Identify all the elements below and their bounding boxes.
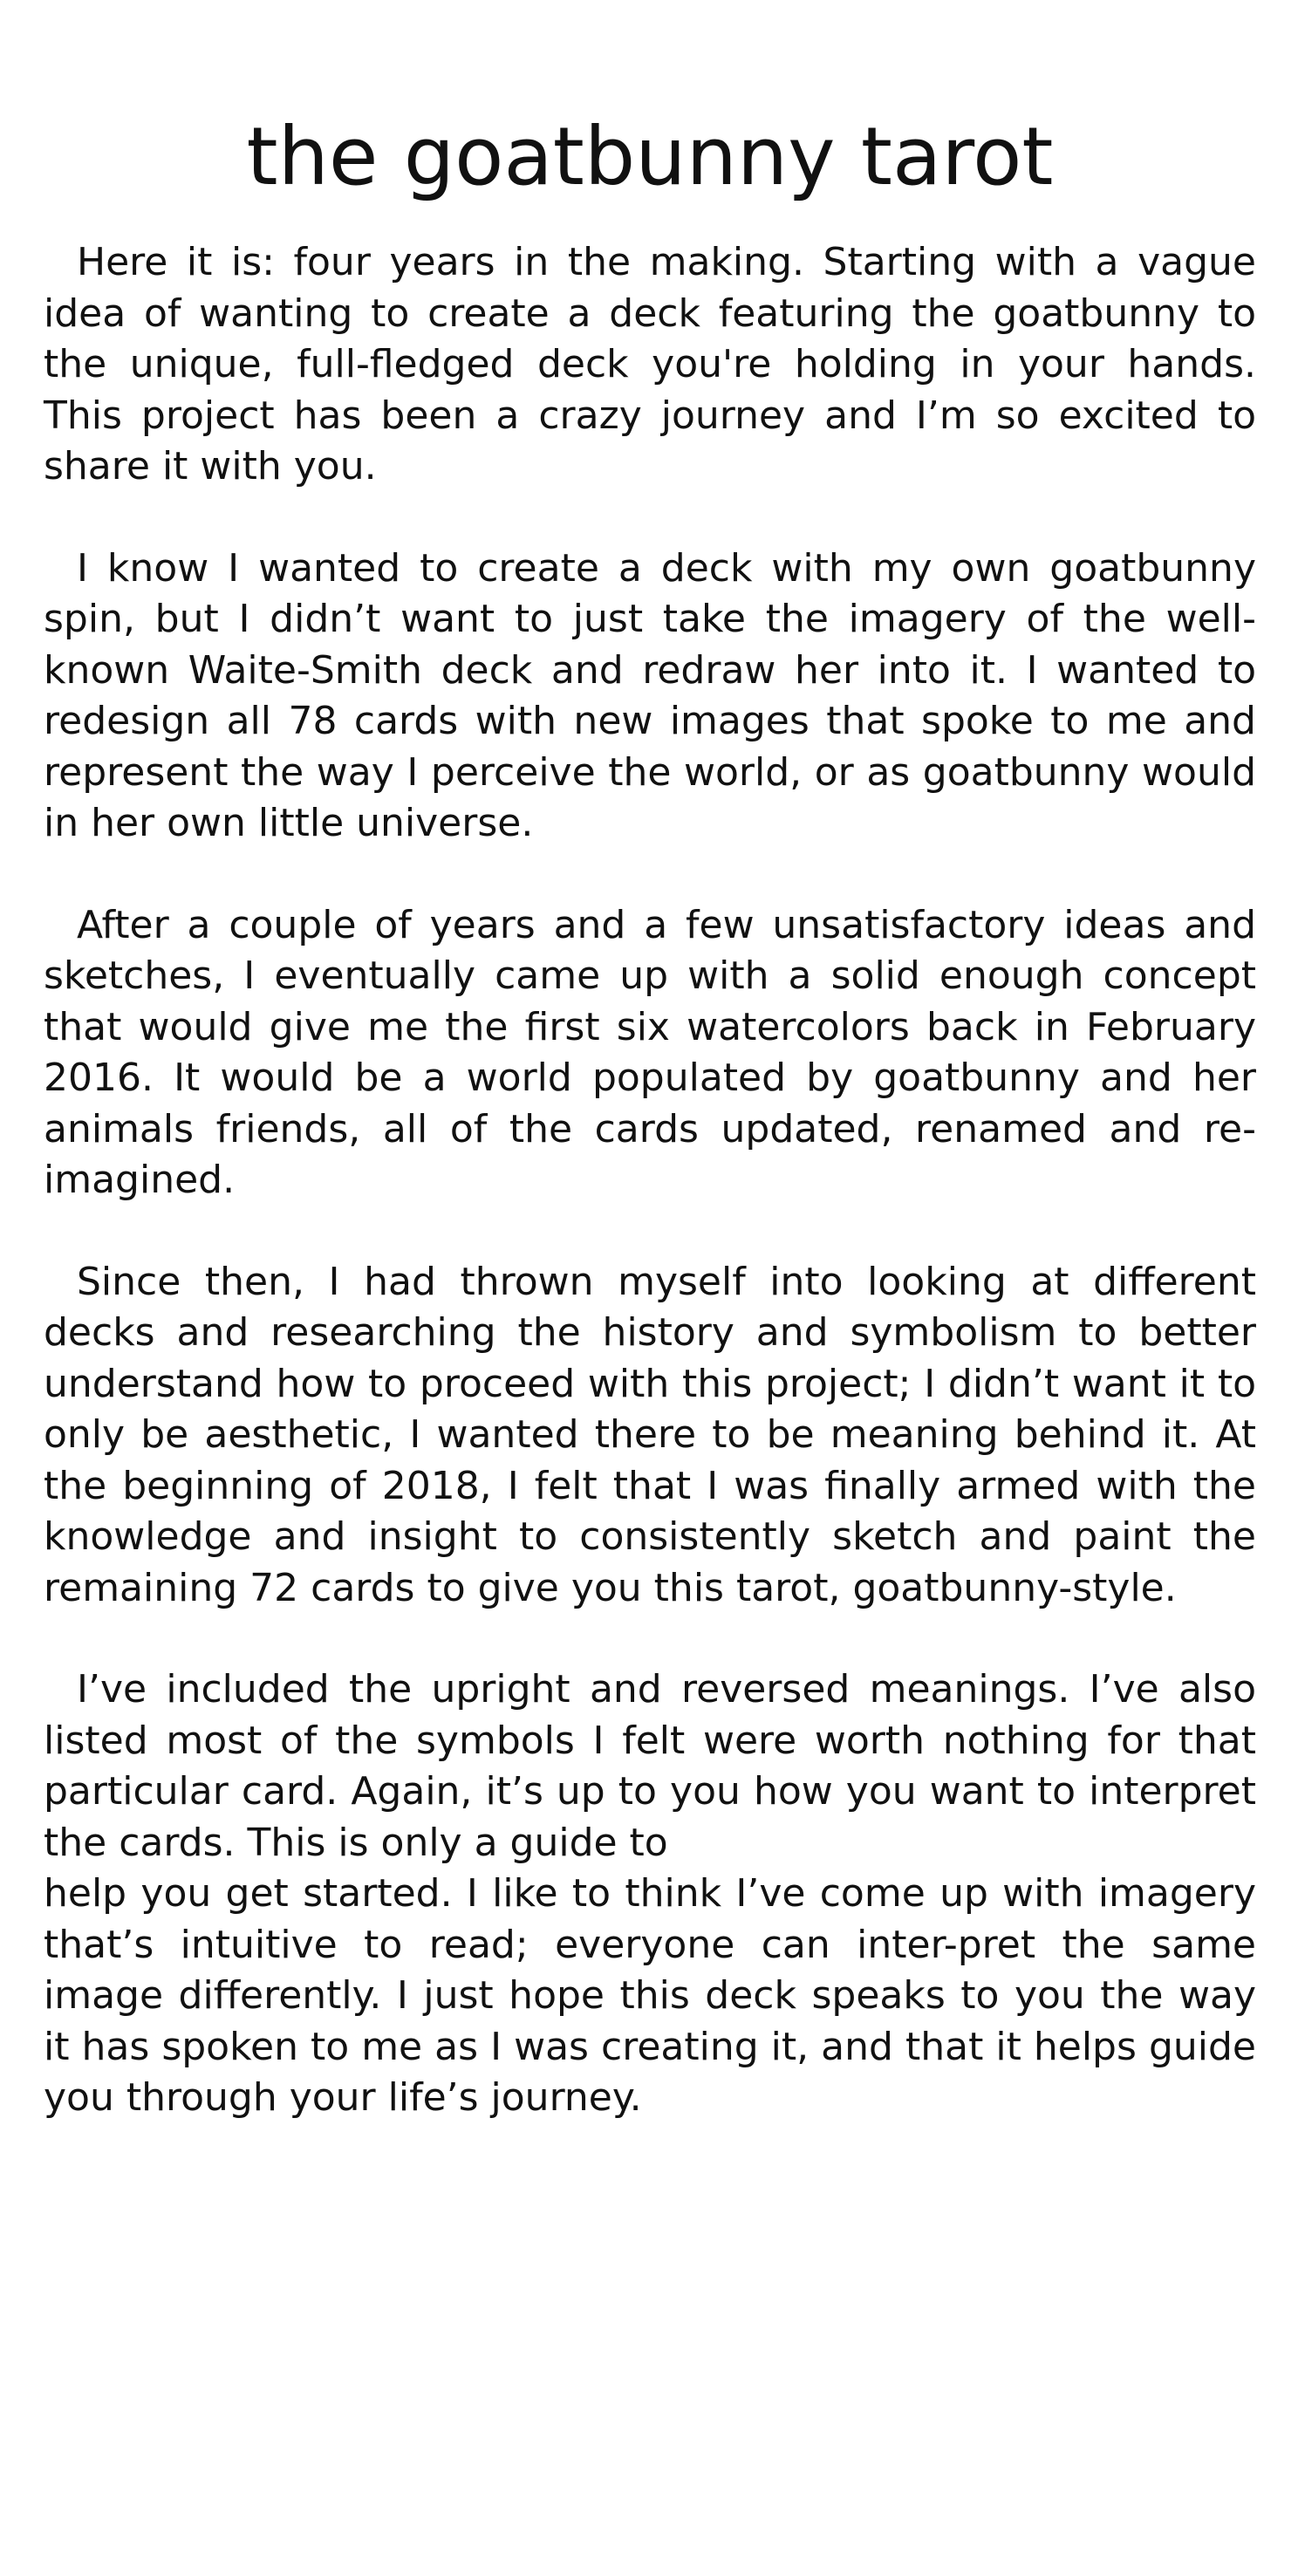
paragraph-intro: Here it is: four years in the making. Starting with a vague idea of wanting to create a deck featuring the goatbunny to the unique, full-fledged deck you're holding in your hands. This project has been a crazy journey and I’m so excited to share it with you. [44, 240, 1256, 489]
paragraph-concept: After a couple of years and a few unsatisfactory ideas and sketches, I eventually came up with a solid enough concept that would give me the first six watercolors back in February 2016. It would be a world populated by goatbunny and her animals friends, all of the cards updated, renamed and re-imagined. [44, 902, 1256, 1202]
paragraph-research: Since then, I had thrown myself into looking at different decks and researching the history and symbolism to better understand how to proceed with this project; I didn’t want it to only be aesthetic, I wanted there to be meaning behind it. At the beginning of 2018, I felt that I was finally armed with the knowledge and insight to consistently sketch and paint the remaining 72 cards to give you this tarot, goatbunny-style. [44, 1259, 1256, 1610]
paragraph-design: I know I wanted to create a deck with my own goatbunny spin, but I didn’t want to just take the imagery of the well-known Waite-Smith deck and redraw her into it. I wanted to redesign all 78 cards with new images that spoke to me and represent the way I perceive the world, or as goatbunny would in her own little universe. [44, 545, 1256, 845]
body-text [44, 237, 1256, 2124]
page-title: the goatbunny tarot [246, 110, 1054, 203]
paragraph-meanings: I’ve included the upright and reversed meanings. I’ve also listed most of the symbols I felt were worth nothing for that particular card. Again, it’s up to you how you want to interpret the cards. This is only a guide to help you get started. I like to think I’ve come up with imagery that’s intuitive to read; everyone can inter-pret the same image differently. I just hope this deck speaks to you the way it has spoken to me as I was creating it, and that it helps guide you through your life’s journey. [44, 1667, 1256, 2120]
